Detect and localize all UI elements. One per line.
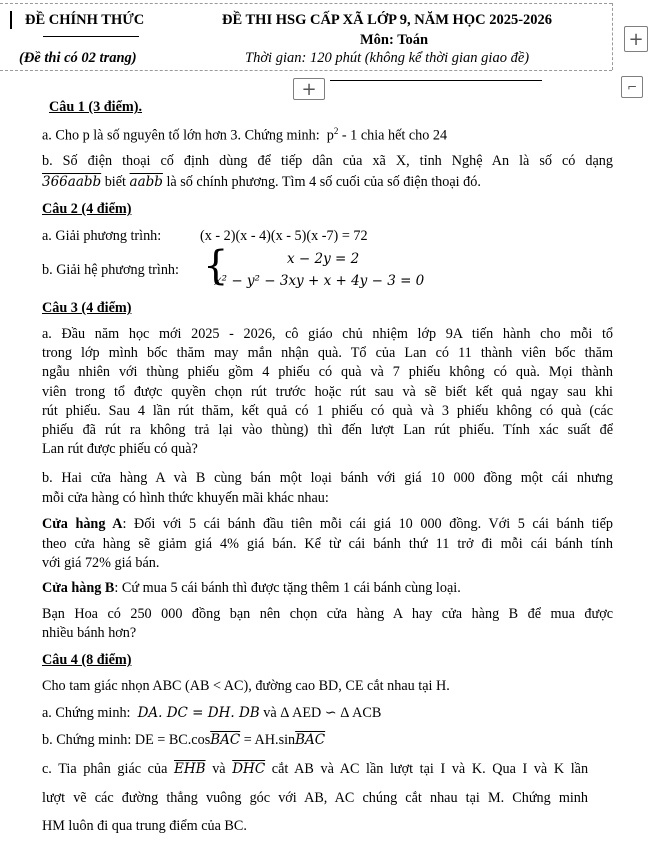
q4-b-angle1: $\overline{BAC}$ <box>210 732 241 748</box>
q4-c-angle2: $\overline{DHC}$ <box>232 761 266 777</box>
q4-a-expr: DA. DC = DH. DB <box>137 705 260 721</box>
plus-icon: + <box>301 78 317 100</box>
q1-b-line2 <box>42 174 481 191</box>
q4-a-line <box>42 705 381 722</box>
q3-a-line: rút phiếu. Sau 4 lần rút thăm, kết quả có 1 phiếu có quà và 3 phiếu không có quà (các <box>42 403 613 419</box>
q1-b-mid: biết <box>104 174 126 190</box>
time-underline <box>330 80 542 81</box>
q4-c-line2: lượt vẽ các đường thẳng vuông góc với AB, AC chúng cắt nhau tại M. Chứng minh <box>42 790 588 806</box>
time-note: Thời gian: 120 phút (không kể thời gian giao đề) <box>245 50 530 66</box>
shopB-label: Cửa hàng B <box>42 580 115 596</box>
q4-c-and: và <box>212 761 226 777</box>
q1-b-line1: b. Số điện thoại cố định dùng để tiếp dân của xã X, tỉnh Nghệ An là số có dạng <box>42 153 613 169</box>
q2-title: Câu 2 (4 điểm) <box>42 201 132 217</box>
q1-a-base: p <box>326 127 334 144</box>
q3-question-line: Bạn Hoa có 250 000 đồng bạn nên chọn cửa hàng A hay cửa hàng B để mua được <box>42 606 613 622</box>
subject-label: Môn: Toán <box>360 32 429 48</box>
shopA-label: Cửa hàng A <box>42 516 123 532</box>
q3-shopA-line1 <box>42 516 613 533</box>
header-right-dashline <box>612 3 613 70</box>
q3-shopA-line3: với giá 72% giá bán. <box>42 555 160 571</box>
header-top-dashline <box>0 3 612 4</box>
q4-a-sim: Δ AED ∽ Δ ACB <box>280 705 382 721</box>
q4-title: Câu 4 (8 điểm) <box>42 652 132 668</box>
official-underline <box>43 36 139 37</box>
q3-b-line: b. Hai cửa hàng A và B cùng bán một loại bánh với giá 10 000 đồng một cái nhưng <box>42 470 613 486</box>
q2-b-label: b. Giải hệ phương trình: <box>42 262 179 278</box>
corner-layout-icon: ⌐ <box>626 80 638 94</box>
header-bottom-dashline <box>0 70 612 71</box>
q1-a-rest: - 1 chia hết cho 24 <box>341 127 448 144</box>
q4-b-label: b. Chứng minh: DE = BC.cos <box>42 732 211 748</box>
q3-title: Câu 3 (4 điểm) <box>42 300 132 316</box>
q2-a-equation: (x - 2)(x - 4)(x - 5)(x -7) = 72 <box>200 228 368 244</box>
q1-a-line <box>42 126 447 145</box>
q4-c-start: c. Tia phân giác của <box>42 761 168 777</box>
q4-a-and: và <box>263 705 277 721</box>
plus-icon: + <box>628 28 644 50</box>
q3-a-line: phiếu đã rút ra không trả lại vào thùng) thì đến lượt Lan rút phiếu. Tính xác suất để <box>42 422 613 438</box>
q4-c-rest: cắt AB và AC lần lượt tại I và K. Qua I và K lần <box>271 761 589 777</box>
q4-b-angle2: $\overline{BAC}$ <box>295 732 326 748</box>
q1-a-text: a. Cho p là số nguyên tố lớn hơn 3. Chứng minh: <box>42 127 320 144</box>
layout-options-button[interactable] <box>621 76 643 98</box>
shopA-text: : Đối với 5 cái bánh đầu tiên mỗi cái giá 10 000 đồng. Với 5 cái bánh tiếp <box>122 516 613 532</box>
q3-b-line: mỗi cửa hàng có hình thức khuyến mãi khác nhau: <box>42 490 329 506</box>
q3-a-line: ngẫu nhiên với thùng phiếu gồm 4 phiếu có quà và 7 phiếu không có quà. Mọi thành <box>42 364 613 380</box>
q4-intro: Cho tam giác nhọn ABC (AB < AC), đường cao BD, CE cắt nhau tại H. <box>42 678 450 694</box>
add-block-button-center[interactable] <box>293 78 325 100</box>
q3-a-line: viên trong tổ được quyền chọn rút trước hoặc rút sau và sẽ biết kết quả ngay sau khi <box>42 384 613 400</box>
q4-c-line1 <box>42 761 588 778</box>
q1-b-number2: aabb <box>129 174 163 190</box>
q3-a-line: trong lớp mình bốc thăm may mắn nhận quà. Tổ của Lan có 11 thành viên bốc thăm <box>42 345 613 361</box>
header-left-bar <box>10 11 12 29</box>
q1-b-end: là số chính phương. Tìm 4 số cuối của số điện thoại đó. <box>166 174 481 190</box>
official-label: ĐỀ CHÍNH THỨC <box>25 12 145 28</box>
q4-b-mid: = AH.sin <box>240 732 296 748</box>
q2-system-brace: { <box>203 243 229 289</box>
shopB-text: : Cứ mua 5 cái bánh thì được tặng thêm 1 cái bánh cùng loại. <box>114 580 461 596</box>
q4-a-label: a. Chứng minh: <box>42 705 131 721</box>
q4-c-angle1: $\overline{EHB}$ <box>174 761 206 777</box>
q3-question-line: nhiều bánh hơn? <box>42 625 137 641</box>
q2-a-label: a. Giải phương trình: <box>42 228 162 244</box>
q2-b-eq1: x − 2y = 2 <box>287 251 360 267</box>
add-block-button-right[interactable] <box>624 26 648 52</box>
q3-shopA-line2: theo cửa hàng sẽ giảm giá 4% giá bán. Kể từ cái bánh thứ 11 trở đi mỗi cái bánh tính <box>42 536 613 552</box>
q1-title: Câu 1 (3 điểm). <box>49 99 143 115</box>
q4-c-line3: HM luôn đi qua trung điểm của BC. <box>42 818 247 834</box>
q4-b-line <box>42 732 325 749</box>
q3-a-line: a. Đầu năm học mới 2025 - 2026, cô giáo chủ nhiệm lớp 9A tiến hành cho mỗi tổ <box>42 326 613 342</box>
q3-shopB-line <box>42 580 461 597</box>
q3-a-line: Lan rút được phiếu có quà? <box>42 441 198 457</box>
q2-b-eq2: x² − y² − 3xy + x + 4y − 3 = 0 <box>214 273 425 289</box>
q1-a-exp: 2 <box>333 126 339 136</box>
q1-b-number: 366aabb <box>42 174 102 190</box>
page-count-note: (Đề thi có 02 trang) <box>19 50 137 66</box>
exam-title: ĐỀ THI HSG CẤP XÃ LỚP 9, NĂM HỌC 2025-2026 <box>222 12 553 28</box>
